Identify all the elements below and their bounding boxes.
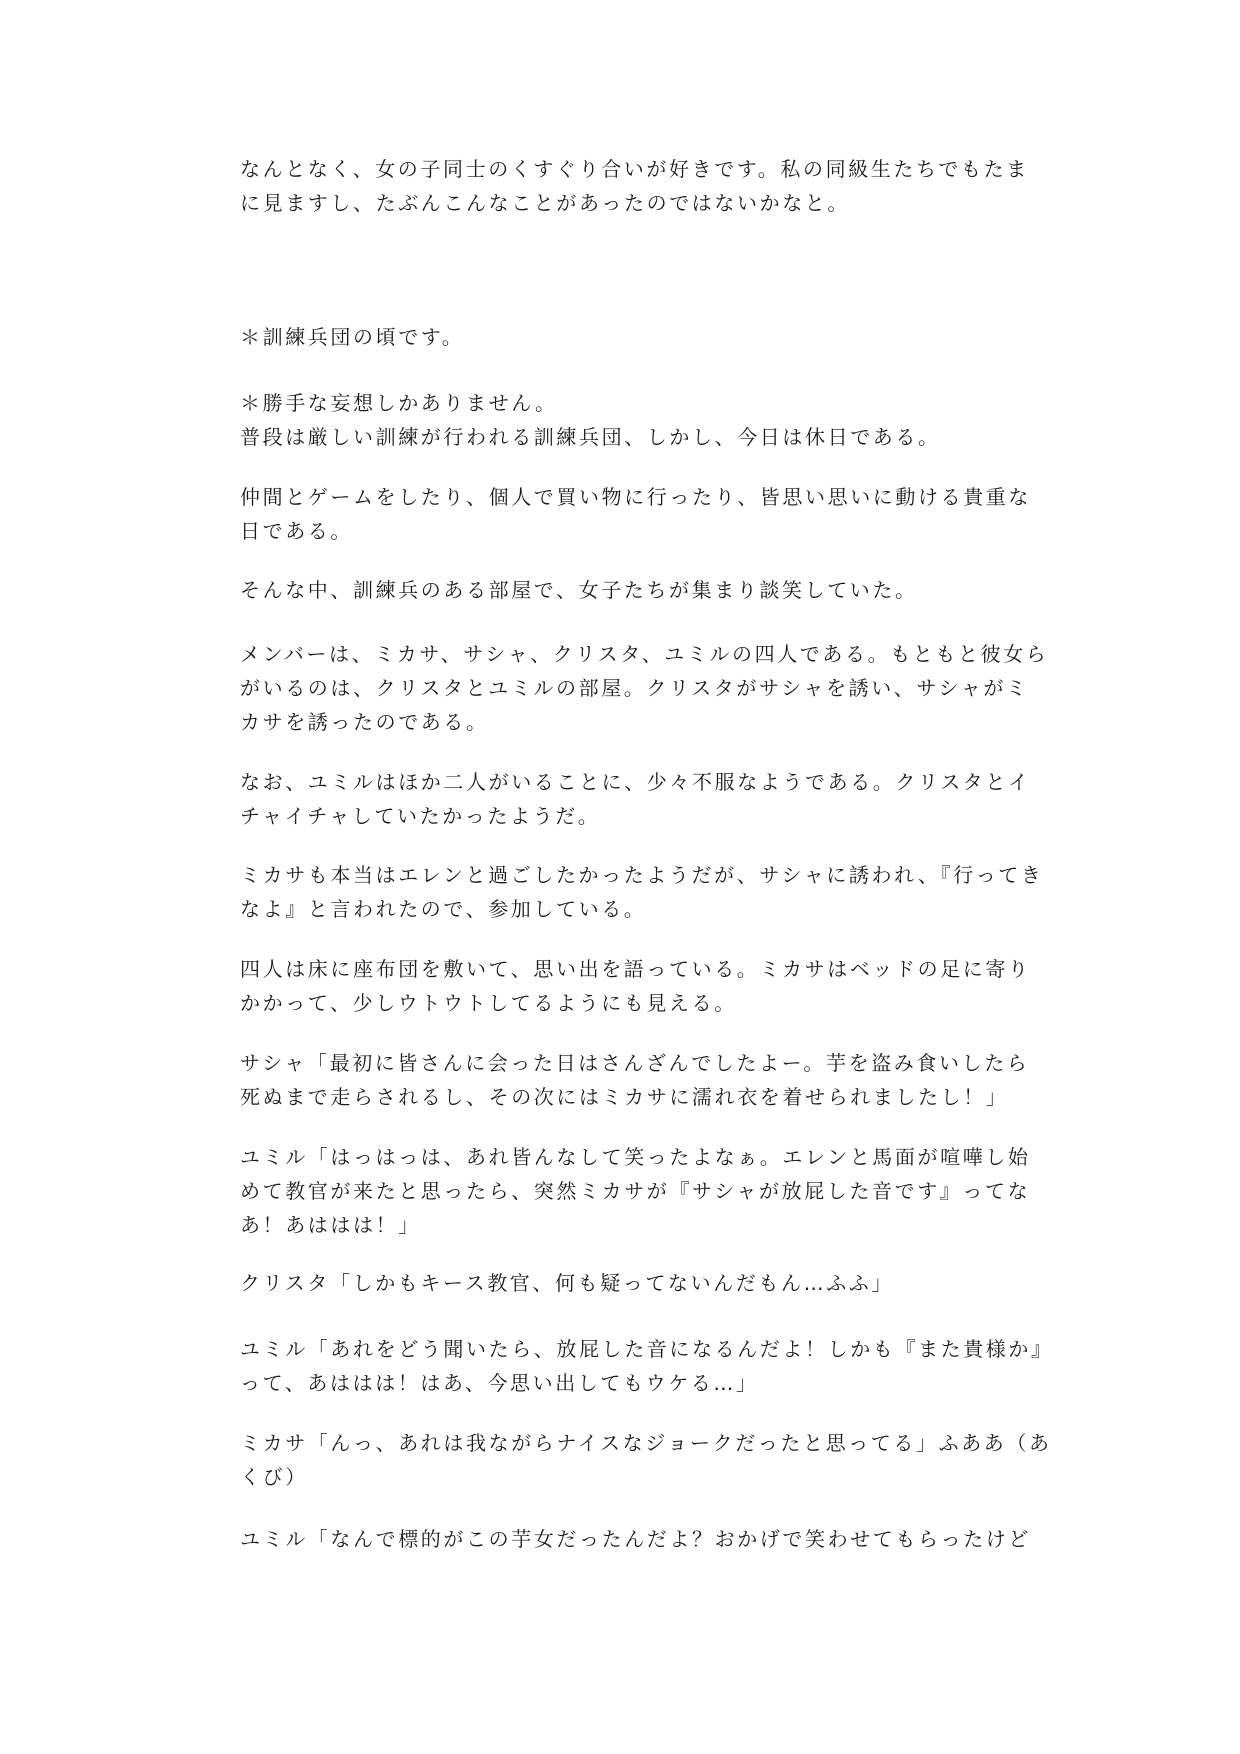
- text-line: カサを誘ったのである。: [240, 710, 489, 734]
- paragraph: [240, 765, 1031, 833]
- text-line: なんとなく、女の子同士のくすぐり合いが好きです。私の同級生たちでもたま: [240, 157, 1029, 181]
- text-line: ミカサ「んっ、あれは我ながらナイスなジョークだったと思ってる」ふああ（あ: [240, 1431, 1052, 1455]
- text-line: あ！あははは！」: [240, 1213, 421, 1237]
- text-line: くび）: [240, 1465, 308, 1489]
- text-line: 四人は床に座布団を敷いて、思い出を語っている。ミカサはベッドの足に寄り: [240, 957, 1031, 981]
- paragraph: [240, 1140, 1031, 1242]
- text-line: 仲間とゲームをしたり、個人で買い物に行ったり、皆思い思いに動ける貴重な: [240, 485, 1031, 509]
- text-line: に見ますし、たぶんこんなことがあったのではないかなと。: [240, 191, 850, 215]
- paragraph: [240, 573, 1010, 607]
- text-line: ミカサも本当はエレンと過ごしたかったようだが、サシャに誘われ、『行ってき: [240, 863, 1044, 887]
- text-line: がいるのは、クリスタとユミルの部屋。クリスタがサシャを誘い、サシャがミ: [240, 676, 1029, 700]
- paragraph: [240, 320, 1010, 354]
- paragraph: [240, 152, 1029, 220]
- text-line: そんな中、訓練兵のある部屋で、女子たちが集まり談笑していた。: [240, 578, 918, 602]
- paragraph: [240, 858, 1044, 926]
- paragraph: [240, 386, 1010, 454]
- paragraph: [240, 1426, 1052, 1494]
- paragraph: [240, 480, 1031, 548]
- text-line: ＊訓練兵団の頃です。: [240, 325, 465, 349]
- text-line: チャイチャしていたかったようだ。: [240, 804, 601, 828]
- text-line: なよ』と言われたので、参加している。: [240, 897, 647, 921]
- text-line: ユミル「なんで標的がこの芋女だったんだよ？おかげで笑わせてもらったけど: [240, 1527, 1031, 1551]
- paragraph: [240, 1266, 1010, 1300]
- text-line: クリスタ「しかもキース教官、何も疑ってないんだもん…ふふ」: [240, 1271, 894, 1295]
- text-line: めて教官が来たと思ったら、突然ミカサが『サシャが放屁した音です』ってな: [240, 1179, 1031, 1203]
- text-line: 普段は厳しい訓練が行われる訓練兵団、しかし、今日は休日である。: [240, 425, 941, 449]
- paragraph: [240, 1522, 1031, 1556]
- text-line: メンバーは、ミカサ、サシャ、クリスタ、ユミルの四人である。もともと彼女ら: [240, 642, 1049, 666]
- paragraph: [240, 1332, 1054, 1400]
- text-line: 日である。: [240, 519, 353, 543]
- text-line: ＊勝手な妄想しかありません。: [240, 391, 558, 415]
- text-line: かかって、少しウトウトしてるようにも見える。: [240, 991, 737, 1015]
- text-line: サシャ「最初に皆さんに会った日はさんざんでしたよー。芋を盗み食いしたら: [240, 1051, 1030, 1075]
- text-line: なお、ユミルはほか二人がいることに、少々不服なようである。クリスタとイ: [240, 770, 1031, 794]
- paragraph: [240, 1046, 1030, 1114]
- paragraph: [240, 952, 1031, 1020]
- paragraph: [240, 637, 1049, 739]
- document-page: [240, 0, 1054, 1754]
- text-line: ユミル「あれをどう聞いたら、放屁した音になるんだよ！しかも『また貴様か』: [240, 1337, 1054, 1361]
- text-line: って、あははは！はあ、今思い出してもウケる…」: [240, 1371, 759, 1395]
- text-line: ユミル「はっはっは、あれ皆んなして笑ったよなぁ。エレンと馬面が喧嘩し始: [240, 1145, 1031, 1169]
- text-line: 死ぬまで走らされるし、その次にはミカサに濡れ衣を着せられましたし！」: [240, 1085, 1009, 1109]
